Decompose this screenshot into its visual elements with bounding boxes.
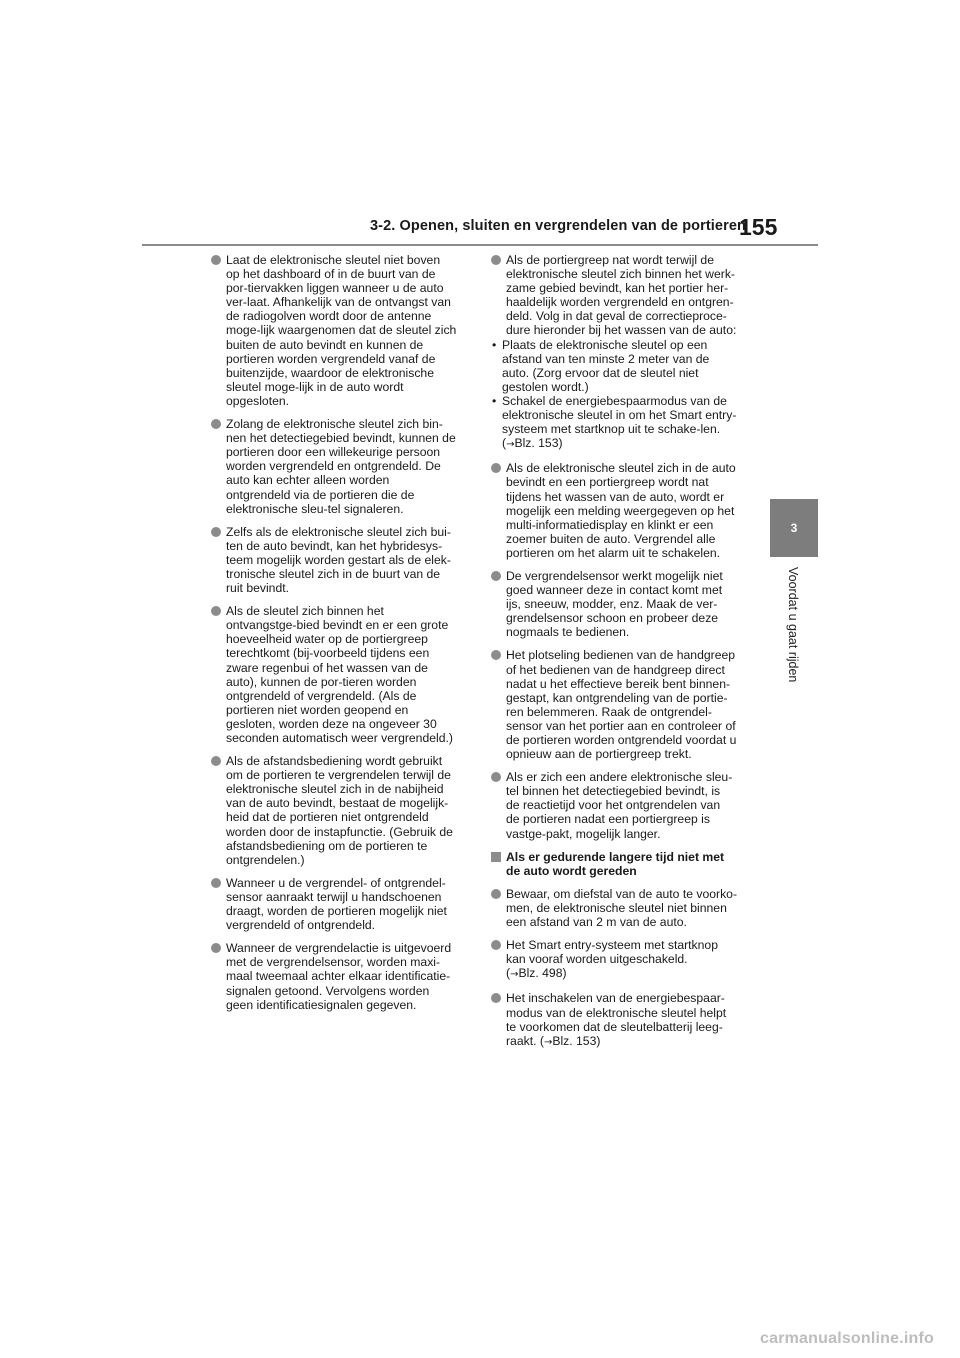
list-item: Het plotseling bedienen van de handgreep of het bedienen van de handgreep direct nadat u het effectieve bereik bent binnen-gestapt, kan ontgrendeling van de portie-ren belemmeren. Raak de ontgrendel-sensor van het portier aan en controleer of de portieren worden ontgrendeld voordat u opnieuw aan de portiergreep trekt.: [491, 648, 737, 761]
right-column: [491, 253, 737, 1059]
bullet-dot-icon: [211, 419, 221, 429]
list-item: Als de sleutel zich binnen het ontvangstge-bied bevindt en er een grote hoeveelheid water op de portiergreep terechtkomt (bij-voorbeeld tijdens een zware regenbui of het wassen van de auto), kunnen de por-tieren worden ontgrendeld of vergrendeld. (Als de portieren niet worden geopend en gesloten, worden deze na ongeveer 30 seconden automatisch weer vergrendeld.): [211, 604, 457, 745]
bullet-dot-icon: [211, 756, 221, 766]
arrow-right-icon: →: [510, 969, 519, 981]
section-heading: Als er gedurende langere tijd niet met de auto wordt gereden: [491, 850, 737, 878]
list-item: Wanneer de vergrendelactie is uitgevoerd met de vergrendelsensor, worden maxi-maal tweemaal achter elkaar identificatie-signalen getoond. Vervolgens worden geen identificatiesignalen gegeven.: [211, 941, 457, 1011]
page-header-title: 3-2. Openen, sluiten en vergrendelen van de portieren: [370, 218, 746, 234]
square-bullet-icon: [491, 852, 501, 862]
list-item: Wanneer u de vergrendel- of ontgrendel-sensor aanraakt terwijl u handschoenen draagt, worden de portieren mogelijk niet vergrendeld of ontgrendeld.: [211, 876, 457, 932]
chapter-tab: [770, 499, 818, 557]
bullet-dot-icon: [491, 255, 501, 265]
bullet-dot-icon: [491, 772, 501, 782]
bullet-dot-icon: [491, 940, 501, 950]
header-divider: [142, 244, 818, 246]
sub-bullet-icon: •: [492, 337, 497, 352]
list-item: Laat de elektronische sleutel niet boven op het dashboard of in de buurt van de por-tiervakken liggen wanneer u de auto ver-laat. Afhankelijk van de ontvangst van de radiogolven wordt door de antenne moge-lijk waargenomen dat de sleutel zich buiten de auto bevindt en kunnen de portieren worden vergrendeld vanaf de buitenzijde, waardoor de elektronische sleutel moge-lijk in de auto wordt opgesloten.: [211, 253, 457, 408]
watermark: carmanualsonline.info: [760, 1330, 935, 1347]
bullet-dot-icon: [211, 606, 221, 616]
list-item: Als de afstandsbediening wordt gebruikt om de portieren te vergrendelen terwijl de elektronische sleutel zich in de nabijheid van de auto bevindt, bestaat de mogelijk-heid dat de portieren niet ontgrendeld worden door de instapfunctie. (Gebruik de afstandsbediening om de portieren te ontgrendelen.): [211, 754, 457, 867]
bullet-dot-icon: [491, 889, 501, 899]
arrow-right-icon: →: [506, 439, 515, 451]
list-item: De vergrendelsensor werkt mogelijk niet goed wanneer deze in contact komt met ijs, sneeuw, modder, enz. Maak de ver-grendelsensor schoon en probeer deze nogmaals te bedienen.: [491, 569, 737, 639]
arrow-right-icon: →: [543, 1036, 553, 1048]
sub-list-item: • Schakel de energiebespaarmodus van de elektronische sleutel in om het Smart entry-systeem met startknop uit te schake-len. (→Blz. 153): [492, 393, 737, 451]
left-column: [211, 253, 457, 1021]
chapter-number: 3: [790, 521, 798, 535]
list-item: Als de portiergreep nat wordt terwijl de elektronische sleutel zich binnen het werk-zame gebied bevindt, kan het portier her-haaldelijk worden vergrendeld en ontgren-deld. Volg in dat geval de correctieproce-dure hieronder bij het wassen van de auto: • Plaats de elektronische sleutel op een afstand van ten minste 2 meter van de auto. (Zorg ervoor dat de sleutel niet gestolen wordt.) • Schakel de energiebespaarmodus van de elektronische sleutel in om het Smart entry-systeem met startknop uit te schake-len. (→Blz. 153): [491, 253, 737, 452]
list-item: Het Smart entry-systeem met startknop kan vooraf worden uitgeschakeld. (→Blz. 498): [491, 938, 737, 982]
chapter-side-label: Voordat u gaat rijden: [786, 567, 800, 683]
bullet-dot-icon: [491, 463, 501, 473]
sub-bullet-icon: •: [492, 393, 497, 408]
list-item: Het inschakelen van de energiebespaar-modus van de elektronische sleutel helpt te voorkomen dat de sleutelbatterij leeg-raakt. (→Blz. 153): [491, 991, 737, 1049]
bullet-dot-icon: [211, 255, 221, 265]
bullet-dot-icon: [491, 993, 501, 1003]
list-item: Zolang de elektronische sleutel zich bin-nen het detectiegebied bevindt, kunnen de portieren door een willekeurige persoon worden vergrendeld en ontgrendeld. De auto kan echter alleen worden ontgrendeld via de portieren die de elektronische sleu-tel signaleren.: [211, 417, 457, 516]
bullet-dot-icon: [491, 650, 501, 660]
list-item: Zelfs als de elektronische sleutel zich bui-ten de auto bevindt, kan het hybridesys-teem mogelijk worden gestart als de elek-tronische sleutel zich in de buurt van de ruit bevindt.: [211, 525, 457, 595]
bullet-dot-icon: [211, 527, 221, 537]
bullet-dot-icon: [211, 943, 221, 953]
list-item: Als er zich een andere elektronische sleu-tel binnen het detectiegebied bevindt, is de reactietijd voor het ontgrendelen van de portieren nadat een portiergreep is vastge-pakt, mogelijk langer.: [491, 770, 737, 840]
list-item: Bewaar, om diefstal van de auto te voorko-men, de elektronische sleutel niet binnen een afstand van 2 m van de auto.: [491, 887, 737, 929]
page-number: 155: [739, 214, 778, 240]
list-item: Als de elektronische sleutel zich in de auto bevindt en een portiergreep wordt nat tijdens het wassen van de auto, wordt er mogelijk een melding weergegeven op het multi-informatiedisplay en klinkt er een zoemer buiten de auto. Vergrendel alle portieren om het alarm uit te schakelen.: [491, 461, 737, 560]
sub-list-item: • Plaats de elektronische sleutel op een afstand van ten minste 2 meter van de auto. (Zorg ervoor dat de sleutel niet gestolen wordt.): [492, 337, 710, 394]
bullet-dot-icon: [491, 571, 501, 581]
bullet-dot-icon: [211, 878, 221, 888]
